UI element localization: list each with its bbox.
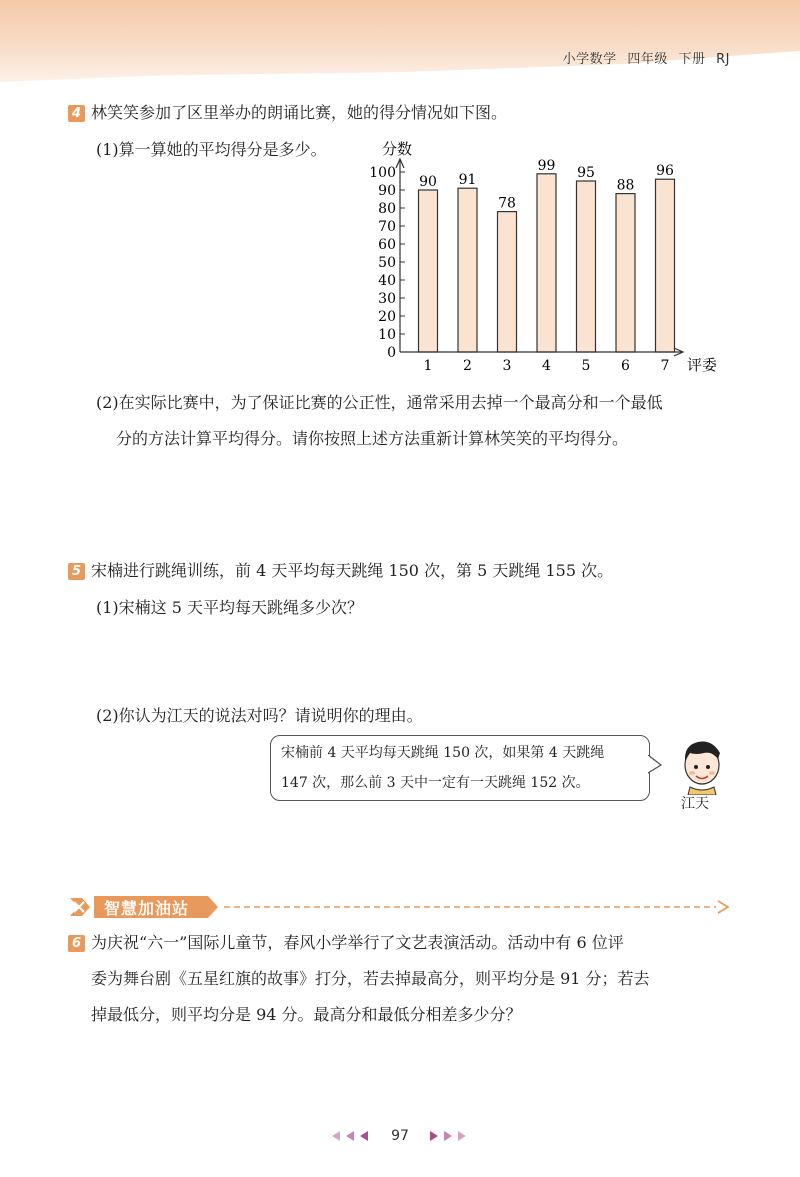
section-title: 智慧加油站	[104, 899, 190, 918]
bar	[458, 188, 477, 352]
q6-number-badge: 6	[68, 935, 85, 952]
bar	[537, 174, 556, 352]
x-tick-label: 6	[621, 358, 630, 374]
q6-line1	[68, 930, 624, 953]
bar-value-label: 99	[537, 157, 556, 174]
bar	[419, 190, 438, 352]
q5-text: 宋楠进行跳绳训练，前 4 天平均每天跳绳 150 次，第 5 天跳绳 155 次。	[91, 561, 614, 580]
y-axis	[369, 159, 405, 361]
edition-label: RJ	[716, 52, 730, 67]
bar	[498, 212, 517, 352]
character-name: 江天	[681, 796, 709, 812]
bar-value-label: 90	[419, 174, 437, 190]
y-tick-label: 0	[387, 345, 396, 361]
q4-number-badge: 4	[68, 105, 85, 122]
speech-bubble	[270, 735, 650, 801]
y-tick-label: 50	[378, 255, 396, 271]
header-band	[0, 0, 800, 82]
y-tick-label: 80	[378, 201, 396, 217]
q6-text-line3: 掉最低分，则平均分是 94 分。最高分和最低分相差多少分？	[91, 1005, 522, 1024]
bar-value-label: 96	[656, 163, 674, 180]
speech-tail	[648, 755, 662, 775]
x-tick-label: 2	[463, 358, 472, 374]
bar-value-label: 88	[616, 177, 635, 194]
speech-line-1: 宋楠前 4 天平均每天跳绳 150 次，如果第 4 天跳绳	[281, 745, 605, 761]
y-tick-label: 60	[378, 237, 396, 253]
q5-stem	[68, 558, 613, 581]
bar	[656, 179, 675, 352]
y-tick-label: 40	[378, 273, 396, 289]
y-tick-label: 70	[378, 219, 396, 235]
score-bar-chart	[360, 140, 740, 380]
q6-text-line1: 为庆祝“六一”国际儿童节，春风小学举行了文艺表演活动。活动中有 6 位评	[91, 933, 624, 952]
boy-character-icon	[676, 735, 728, 795]
q4-part2-line1: (2)在实际比赛中，为了保证比赛的公正性，通常采用去掉一个最高分和一个最低	[96, 393, 663, 412]
x-axis	[400, 348, 683, 374]
chart-xlabel: 评委	[687, 356, 718, 374]
x-tick-label: 7	[660, 358, 670, 374]
q4-stem	[68, 100, 507, 123]
bar	[616, 194, 635, 352]
grade-label: 四年级	[627, 52, 668, 67]
x-tick-label: 3	[502, 358, 512, 374]
subject-label: 小学数学	[562, 52, 617, 67]
q5-part1: (1)宋楠这 5 天平均每天跳绳多少次？	[96, 598, 364, 617]
x-tick-label: 1	[423, 358, 433, 374]
page-arrows-right-icon	[426, 1130, 470, 1142]
bar	[577, 181, 596, 352]
y-tick-label: 100	[369, 165, 396, 181]
q4-part1: (1)算一算她的平均得分是多少。	[96, 140, 327, 159]
x-tick-label: 5	[581, 358, 591, 374]
bar-value-label: 91	[458, 172, 477, 189]
q5-number-badge: 5	[68, 563, 85, 580]
q4-part2-line2: 分的方法计算平均得分。请你按照上述方法重新计算林笑笑的平均得分。	[116, 429, 629, 448]
q6-text-line2: 委为舞台剧《五星红旗的故事》打分，若去掉最高分，则平均分是 91 分；若去	[91, 969, 650, 988]
bars	[419, 158, 675, 352]
volume-label: 下册	[678, 52, 706, 67]
q4-text: 林笑笑参加了区里举办的朗诵比赛，她的得分情况如下图。	[91, 103, 508, 122]
y-tick-label: 90	[378, 183, 396, 199]
y-tick-label: 30	[378, 291, 396, 307]
y-tick-label: 20	[378, 309, 396, 325]
book-info	[563, 48, 730, 67]
bar-value-label: 95	[577, 165, 595, 181]
page-number: 97	[391, 1128, 409, 1144]
y-tick-label: 10	[378, 327, 396, 343]
bar-value-label: 78	[498, 195, 516, 212]
q5-part2: (2)你认为江天的说法对吗？请说明你的理由。	[96, 706, 423, 725]
x-tick-label: 4	[542, 358, 551, 374]
chart-ylabel: 分数	[382, 140, 413, 158]
speech-line-2: 147 次，那么前 3 天中一定有一天跳绳 152 次。	[281, 775, 590, 791]
